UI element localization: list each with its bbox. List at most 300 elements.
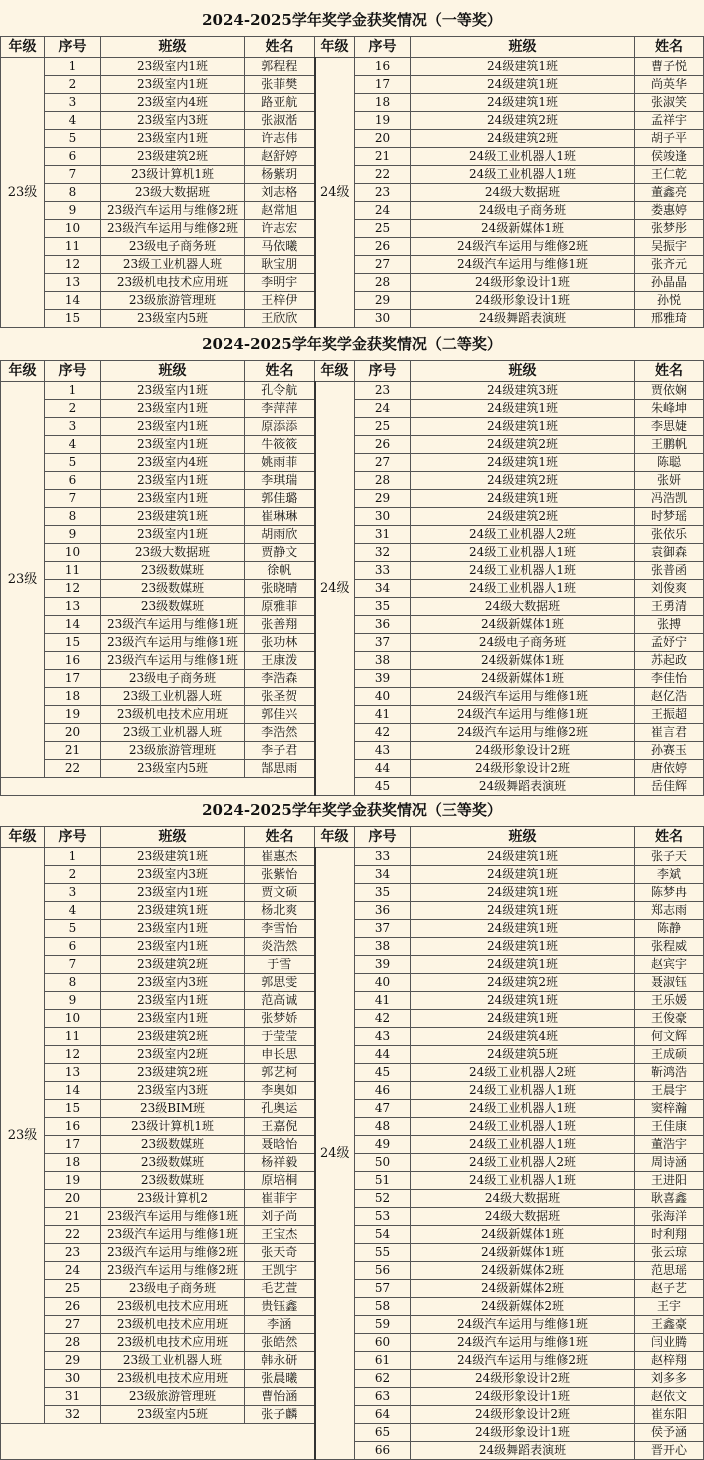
class-cell: 24级形象设计1班 bbox=[411, 292, 635, 310]
class-cell: 23级机电技术应用班 bbox=[101, 274, 245, 292]
class-cell: 24级形象设计1班 bbox=[411, 274, 635, 292]
name-cell: 张皓然 bbox=[245, 1334, 315, 1352]
name-cell: 张程威 bbox=[635, 938, 704, 956]
class-cell: 24级新媒体1班 bbox=[411, 652, 635, 670]
seq-cell: 3 bbox=[45, 418, 101, 436]
table-row bbox=[1, 58, 704, 76]
class-cell: 23级汽车运用与维修1班 bbox=[101, 634, 245, 652]
name-cell: 张晨曦 bbox=[245, 1370, 315, 1388]
seq-cell: 9 bbox=[45, 992, 101, 1010]
seq-cell: 50 bbox=[355, 1154, 411, 1172]
name-cell: 尚英华 bbox=[635, 76, 704, 94]
header-cls: 班级 bbox=[101, 37, 245, 58]
header-row bbox=[1, 37, 704, 58]
class-cell: 24级建筑5班 bbox=[411, 1046, 635, 1064]
name-cell: 王仁乾 bbox=[635, 166, 704, 184]
name-cell: 张圣贺 bbox=[245, 688, 315, 706]
class-cell: 23级建筑1班 bbox=[101, 902, 245, 920]
name-cell: 王佳康 bbox=[635, 1118, 704, 1136]
seq-cell: 10 bbox=[45, 220, 101, 238]
class-cell: 24级工业机器人1班 bbox=[411, 1136, 635, 1154]
name-cell: 王振超 bbox=[635, 706, 704, 724]
seq-cell: 40 bbox=[355, 688, 411, 706]
name-cell: 贾依娴 bbox=[635, 382, 704, 400]
seq-cell: 22 bbox=[355, 166, 411, 184]
name-cell: 苏起政 bbox=[635, 652, 704, 670]
name-cell: 张天奇 bbox=[245, 1244, 315, 1262]
name-cell: 李涵 bbox=[245, 1316, 315, 1334]
seq-cell: 2 bbox=[45, 400, 101, 418]
seq-cell: 21 bbox=[355, 148, 411, 166]
name-cell: 侯予涵 bbox=[635, 1424, 704, 1442]
class-cell: 24级建筑2班 bbox=[411, 974, 635, 992]
class-cell: 23级室内4班 bbox=[101, 94, 245, 112]
header-cls: 班级 bbox=[101, 827, 245, 848]
seq-cell: 7 bbox=[45, 166, 101, 184]
seq-cell: 2 bbox=[45, 76, 101, 94]
class-cell: 23级室内1班 bbox=[101, 490, 245, 508]
name-cell: 范高诚 bbox=[245, 992, 315, 1010]
class-cell: 24级建筑1班 bbox=[411, 94, 635, 112]
class-cell: 24级工业机器人2班 bbox=[411, 1154, 635, 1172]
seq-cell: 11 bbox=[45, 562, 101, 580]
class-cell: 23级旅游管理班 bbox=[101, 742, 245, 760]
name-cell: 赵子艺 bbox=[635, 1280, 704, 1298]
class-cell: 24级汽车运用与维修1班 bbox=[411, 256, 635, 274]
name-cell: 王鑫豪 bbox=[635, 1316, 704, 1334]
seq-cell: 58 bbox=[355, 1298, 411, 1316]
seq-cell: 25 bbox=[355, 418, 411, 436]
seq-cell: 15 bbox=[45, 1100, 101, 1118]
class-cell: 24级建筑1班 bbox=[411, 848, 635, 866]
grade-cell: 24级 bbox=[315, 848, 355, 1460]
seq-cell: 51 bbox=[355, 1172, 411, 1190]
name-cell: 赵依文 bbox=[635, 1388, 704, 1406]
header-name: 姓名 bbox=[635, 37, 704, 58]
grade-cell: 23级 bbox=[1, 58, 45, 328]
name-cell: 张云琼 bbox=[635, 1244, 704, 1262]
class-cell: 24级新媒体1班 bbox=[411, 1226, 635, 1244]
seq-cell: 9 bbox=[45, 526, 101, 544]
header-seq: 序号 bbox=[45, 37, 101, 58]
name-cell: 胡雨欣 bbox=[245, 526, 315, 544]
name-cell: 聂晗怡 bbox=[245, 1136, 315, 1154]
name-cell: 张淑湉 bbox=[245, 112, 315, 130]
name-cell: 郑志雨 bbox=[635, 902, 704, 920]
class-cell: 24级建筑2班 bbox=[411, 436, 635, 454]
seq-cell: 6 bbox=[45, 148, 101, 166]
seq-cell: 18 bbox=[45, 1154, 101, 1172]
name-cell: 李斌 bbox=[635, 866, 704, 884]
name-cell: 李萍萍 bbox=[245, 400, 315, 418]
class-cell: 23级室内1班 bbox=[101, 920, 245, 938]
class-cell: 24级工业机器人2班 bbox=[411, 526, 635, 544]
class-cell: 24级工业机器人1班 bbox=[411, 1118, 635, 1136]
header-grade: 年级 bbox=[1, 827, 45, 848]
name-cell: 张妍 bbox=[635, 472, 704, 490]
seq-cell: 14 bbox=[45, 292, 101, 310]
name-cell: 杨北爽 bbox=[245, 902, 315, 920]
class-cell: 23级机电技术应用班 bbox=[101, 706, 245, 724]
seq-cell: 53 bbox=[355, 1208, 411, 1226]
name-cell: 胡子平 bbox=[635, 130, 704, 148]
class-cell: 24级新媒体2班 bbox=[411, 1298, 635, 1316]
name-cell: 时利翔 bbox=[635, 1226, 704, 1244]
seq-cell: 64 bbox=[355, 1406, 411, 1424]
name-cell: 许志宏 bbox=[245, 220, 315, 238]
name-cell: 陈梦冉 bbox=[635, 884, 704, 902]
seq-cell: 33 bbox=[355, 848, 411, 866]
class-cell: 24级汽车运用与维修1班 bbox=[411, 688, 635, 706]
seq-cell: 8 bbox=[45, 508, 101, 526]
name-cell: 王成硕 bbox=[635, 1046, 704, 1064]
name-cell: 王勇清 bbox=[635, 598, 704, 616]
name-cell: 窦梓瀚 bbox=[635, 1100, 704, 1118]
name-cell: 张依乐 bbox=[635, 526, 704, 544]
seq-cell: 20 bbox=[45, 1190, 101, 1208]
class-cell: 24级建筑1班 bbox=[411, 992, 635, 1010]
seq-cell: 28 bbox=[355, 274, 411, 292]
seq-cell: 26 bbox=[355, 238, 411, 256]
class-cell: 23级建筑2班 bbox=[101, 956, 245, 974]
class-cell: 24级工业机器人1班 bbox=[411, 1100, 635, 1118]
seq-cell: 15 bbox=[45, 310, 101, 328]
class-cell: 23级室内3班 bbox=[101, 866, 245, 884]
seq-cell: 29 bbox=[355, 490, 411, 508]
seq-cell: 16 bbox=[355, 58, 411, 76]
seq-cell: 42 bbox=[355, 1010, 411, 1028]
class-cell: 24级建筑2班 bbox=[411, 112, 635, 130]
header-cls: 班级 bbox=[411, 827, 635, 848]
seq-cell: 25 bbox=[45, 1280, 101, 1298]
class-cell: 23级电子商务班 bbox=[101, 670, 245, 688]
name-cell: 李子君 bbox=[245, 742, 315, 760]
header-name: 姓名 bbox=[635, 827, 704, 848]
seq-cell: 35 bbox=[355, 598, 411, 616]
class-cell: 24级汽车运用与维修2班 bbox=[411, 1352, 635, 1370]
name-cell: 周诗涵 bbox=[635, 1154, 704, 1172]
name-cell: 徐帆 bbox=[245, 562, 315, 580]
name-cell: 晋开心 bbox=[635, 1442, 704, 1460]
class-cell: 23级汽车运用与维修2班 bbox=[101, 220, 245, 238]
name-cell: 李思婕 bbox=[635, 418, 704, 436]
seq-cell: 14 bbox=[45, 616, 101, 634]
seq-cell: 10 bbox=[45, 1010, 101, 1028]
seq-cell: 41 bbox=[355, 992, 411, 1010]
name-cell: 曹怡涵 bbox=[245, 1388, 315, 1406]
name-cell: 侯竣逢 bbox=[635, 148, 704, 166]
seq-cell: 27 bbox=[355, 256, 411, 274]
class-cell: 23级室内4班 bbox=[101, 454, 245, 472]
seq-cell: 45 bbox=[355, 778, 411, 796]
seq-cell: 6 bbox=[45, 472, 101, 490]
seq-cell: 40 bbox=[355, 974, 411, 992]
seq-cell: 32 bbox=[45, 1406, 101, 1424]
class-cell: 24级建筑1班 bbox=[411, 956, 635, 974]
header-grade: 年级 bbox=[315, 827, 355, 848]
class-cell: 23级数媒班 bbox=[101, 562, 245, 580]
name-cell: 李浩然 bbox=[245, 724, 315, 742]
class-cell: 23级旅游管理班 bbox=[101, 1388, 245, 1406]
class-cell: 24级舞蹈表演班 bbox=[411, 1442, 635, 1460]
name-cell: 李佳怡 bbox=[635, 670, 704, 688]
class-cell: 24级舞蹈表演班 bbox=[411, 310, 635, 328]
class-cell: 23级数媒班 bbox=[101, 1154, 245, 1172]
name-cell: 杨祥毅 bbox=[245, 1154, 315, 1172]
name-cell: 郭程程 bbox=[245, 58, 315, 76]
seq-cell: 17 bbox=[355, 76, 411, 94]
seq-cell: 61 bbox=[355, 1352, 411, 1370]
class-cell: 23级计算机2 bbox=[101, 1190, 245, 1208]
seq-cell: 57 bbox=[355, 1280, 411, 1298]
class-cell: 24级舞蹈表演班 bbox=[411, 778, 635, 796]
name-cell: 张梦娇 bbox=[245, 1010, 315, 1028]
class-cell: 23级室内5班 bbox=[101, 1406, 245, 1424]
class-cell: 24级新媒体1班 bbox=[411, 616, 635, 634]
name-cell: 何文辉 bbox=[635, 1028, 704, 1046]
class-cell: 23级室内3班 bbox=[101, 974, 245, 992]
name-cell: 李琪瑞 bbox=[245, 472, 315, 490]
seq-cell: 5 bbox=[45, 920, 101, 938]
name-cell: 贾文硕 bbox=[245, 884, 315, 902]
name-cell: 张紫怡 bbox=[245, 866, 315, 884]
seq-cell: 31 bbox=[355, 526, 411, 544]
seq-cell: 27 bbox=[45, 1316, 101, 1334]
grade-cell: 23级 bbox=[1, 848, 45, 1424]
seq-cell: 28 bbox=[45, 1334, 101, 1352]
name-cell: 原培桐 bbox=[245, 1172, 315, 1190]
seq-cell: 30 bbox=[45, 1370, 101, 1388]
header-grade: 年级 bbox=[315, 37, 355, 58]
name-cell: 岳佳辉 bbox=[635, 778, 704, 796]
class-cell: 23级建筑2班 bbox=[101, 1064, 245, 1082]
empty-cell bbox=[1, 1424, 315, 1460]
seq-cell: 20 bbox=[45, 724, 101, 742]
class-cell: 24级工业机器人1班 bbox=[411, 1172, 635, 1190]
class-cell: 23级工业机器人班 bbox=[101, 256, 245, 274]
class-cell: 24级建筑1班 bbox=[411, 76, 635, 94]
class-cell: 24级形象设计2班 bbox=[411, 1406, 635, 1424]
seq-cell: 27 bbox=[355, 454, 411, 472]
class-cell: 24级建筑1班 bbox=[411, 920, 635, 938]
seq-cell: 38 bbox=[355, 652, 411, 670]
seq-cell: 17 bbox=[45, 1136, 101, 1154]
name-cell: 孔令航 bbox=[245, 382, 315, 400]
seq-cell: 38 bbox=[355, 938, 411, 956]
seq-cell: 44 bbox=[355, 1046, 411, 1064]
seq-cell: 9 bbox=[45, 202, 101, 220]
class-cell: 23级室内1班 bbox=[101, 526, 245, 544]
seq-cell: 32 bbox=[355, 544, 411, 562]
seq-cell: 5 bbox=[45, 454, 101, 472]
class-cell: 23级室内1班 bbox=[101, 418, 245, 436]
seq-cell: 43 bbox=[355, 1028, 411, 1046]
class-cell: 24级新媒体1班 bbox=[411, 220, 635, 238]
class-cell: 24级形象设计2班 bbox=[411, 760, 635, 778]
name-cell: 王宝杰 bbox=[245, 1226, 315, 1244]
class-cell: 24级建筑3班 bbox=[411, 382, 635, 400]
name-cell: 王欣欣 bbox=[245, 310, 315, 328]
class-cell: 23级汽车运用与维修2班 bbox=[101, 1262, 245, 1280]
seq-cell: 36 bbox=[355, 902, 411, 920]
seq-cell: 34 bbox=[355, 866, 411, 884]
name-cell: 李浩森 bbox=[245, 670, 315, 688]
seq-cell: 60 bbox=[355, 1334, 411, 1352]
class-cell: 24级大数据班 bbox=[411, 1190, 635, 1208]
name-cell: 崔菲宇 bbox=[245, 1190, 315, 1208]
class-cell: 23级汽车运用与维修1班 bbox=[101, 1208, 245, 1226]
name-cell: 唐依婷 bbox=[635, 760, 704, 778]
class-cell: 24级形象设计2班 bbox=[411, 1370, 635, 1388]
seq-cell: 11 bbox=[45, 238, 101, 256]
class-cell: 23级工业机器人班 bbox=[101, 688, 245, 706]
name-cell: 王进阳 bbox=[635, 1172, 704, 1190]
seq-cell: 7 bbox=[45, 956, 101, 974]
class-cell: 23级旅游管理班 bbox=[101, 292, 245, 310]
name-cell: 王梓伊 bbox=[245, 292, 315, 310]
seq-cell: 59 bbox=[355, 1316, 411, 1334]
name-cell: 炎浩然 bbox=[245, 938, 315, 956]
seq-cell: 4 bbox=[45, 436, 101, 454]
table-row bbox=[1, 848, 704, 866]
header-seq: 序号 bbox=[355, 37, 411, 58]
seq-cell: 63 bbox=[355, 1388, 411, 1406]
seq-cell: 52 bbox=[355, 1190, 411, 1208]
seq-cell: 30 bbox=[355, 310, 411, 328]
seq-cell: 16 bbox=[45, 652, 101, 670]
seq-cell: 24 bbox=[355, 202, 411, 220]
header-cls: 班级 bbox=[101, 361, 245, 382]
header-grade: 年级 bbox=[1, 361, 45, 382]
seq-cell: 39 bbox=[355, 670, 411, 688]
name-cell: 陈静 bbox=[635, 920, 704, 938]
seq-cell: 62 bbox=[355, 1370, 411, 1388]
class-cell: 24级汽车运用与维修1班 bbox=[411, 706, 635, 724]
header-seq: 序号 bbox=[355, 827, 411, 848]
seq-cell: 23 bbox=[45, 1244, 101, 1262]
seq-cell: 20 bbox=[355, 130, 411, 148]
class-cell: 24级汽车运用与维修1班 bbox=[411, 1316, 635, 1334]
name-cell: 姚雨菲 bbox=[245, 454, 315, 472]
name-cell: 耿喜鑫 bbox=[635, 1190, 704, 1208]
class-cell: 24级大数据班 bbox=[411, 598, 635, 616]
class-cell: 23级建筑1班 bbox=[101, 848, 245, 866]
grade-cell: 24级 bbox=[315, 382, 355, 796]
header-name: 姓名 bbox=[245, 827, 315, 848]
seq-cell: 1 bbox=[45, 382, 101, 400]
header-grade: 年级 bbox=[315, 361, 355, 382]
class-cell: 24级建筑1班 bbox=[411, 884, 635, 902]
header-row bbox=[1, 827, 704, 848]
class-cell: 23级建筑2班 bbox=[101, 1028, 245, 1046]
class-cell: 23级室内5班 bbox=[101, 760, 245, 778]
class-cell: 23级数媒班 bbox=[101, 1172, 245, 1190]
name-cell: 王乐媛 bbox=[635, 992, 704, 1010]
class-cell: 23级汽车运用与维修2班 bbox=[101, 1244, 245, 1262]
seq-cell: 8 bbox=[45, 184, 101, 202]
class-cell: 23级汽车运用与维修1班 bbox=[101, 616, 245, 634]
class-cell: 23级室内1班 bbox=[101, 472, 245, 490]
class-cell: 23级建筑2班 bbox=[101, 148, 245, 166]
name-cell: 时梦瑶 bbox=[635, 508, 704, 526]
seq-cell: 2 bbox=[45, 866, 101, 884]
class-cell: 24级建筑1班 bbox=[411, 454, 635, 472]
seq-cell: 19 bbox=[45, 1172, 101, 1190]
class-cell: 23级室内1班 bbox=[101, 992, 245, 1010]
name-cell: 刘多多 bbox=[635, 1370, 704, 1388]
name-cell: 靳鸿浩 bbox=[635, 1064, 704, 1082]
name-cell: 赵梓翔 bbox=[635, 1352, 704, 1370]
class-cell: 23级机电技术应用班 bbox=[101, 1370, 245, 1388]
seq-cell: 16 bbox=[45, 1118, 101, 1136]
seq-cell: 47 bbox=[355, 1100, 411, 1118]
class-cell: 23级计算机1班 bbox=[101, 1118, 245, 1136]
header-cls: 班级 bbox=[411, 37, 635, 58]
seq-cell: 43 bbox=[355, 742, 411, 760]
seq-cell: 1 bbox=[45, 848, 101, 866]
seq-cell: 26 bbox=[45, 1298, 101, 1316]
seq-cell: 29 bbox=[355, 292, 411, 310]
class-cell: 24级工业机器人1班 bbox=[411, 580, 635, 598]
class-cell: 23级BIM班 bbox=[101, 1100, 245, 1118]
seq-cell: 14 bbox=[45, 1082, 101, 1100]
award-table bbox=[0, 36, 704, 328]
class-cell: 23级汽车运用与维修1班 bbox=[101, 1226, 245, 1244]
seq-cell: 13 bbox=[45, 598, 101, 616]
name-cell: 刘子尚 bbox=[245, 1208, 315, 1226]
class-cell: 23级工业机器人班 bbox=[101, 1352, 245, 1370]
name-cell: 袁御森 bbox=[635, 544, 704, 562]
class-cell: 24级工业机器人2班 bbox=[411, 1064, 635, 1082]
table-row bbox=[1, 382, 704, 400]
name-cell: 贾静文 bbox=[245, 544, 315, 562]
name-cell: 邢雅琦 bbox=[635, 310, 704, 328]
seq-cell: 4 bbox=[45, 902, 101, 920]
class-cell: 23级数媒班 bbox=[101, 1136, 245, 1154]
name-cell: 李奥如 bbox=[245, 1082, 315, 1100]
name-cell: 崔言君 bbox=[635, 724, 704, 742]
seq-cell: 33 bbox=[355, 562, 411, 580]
header-name: 姓名 bbox=[245, 361, 315, 382]
header-seq: 序号 bbox=[45, 361, 101, 382]
name-cell: 赵亿浩 bbox=[635, 688, 704, 706]
seq-cell: 39 bbox=[355, 956, 411, 974]
name-cell: 郭佳璐 bbox=[245, 490, 315, 508]
seq-cell: 15 bbox=[45, 634, 101, 652]
name-cell: 张搏 bbox=[635, 616, 704, 634]
name-cell: 李明宇 bbox=[245, 274, 315, 292]
class-cell: 23级汽车运用与维修2班 bbox=[101, 202, 245, 220]
class-cell: 24级汽车运用与维修2班 bbox=[411, 724, 635, 742]
name-cell: 王晨宇 bbox=[635, 1082, 704, 1100]
name-cell: 刘俊爽 bbox=[635, 580, 704, 598]
name-cell: 张善翔 bbox=[245, 616, 315, 634]
class-cell: 24级建筑1班 bbox=[411, 938, 635, 956]
award-table bbox=[0, 826, 704, 1460]
seq-cell: 36 bbox=[355, 616, 411, 634]
class-cell: 23级室内5班 bbox=[101, 310, 245, 328]
seq-cell: 21 bbox=[45, 742, 101, 760]
seq-cell: 18 bbox=[355, 94, 411, 112]
name-cell: 聂淑钰 bbox=[635, 974, 704, 992]
class-cell: 24级建筑1班 bbox=[411, 400, 635, 418]
name-cell: 孟祥宇 bbox=[635, 112, 704, 130]
name-cell: 于莹莹 bbox=[245, 1028, 315, 1046]
name-cell: 王凯宇 bbox=[245, 1262, 315, 1280]
name-cell: 张子麟 bbox=[245, 1406, 315, 1424]
class-cell: 23级数媒班 bbox=[101, 598, 245, 616]
name-cell: 耿宝朋 bbox=[245, 256, 315, 274]
